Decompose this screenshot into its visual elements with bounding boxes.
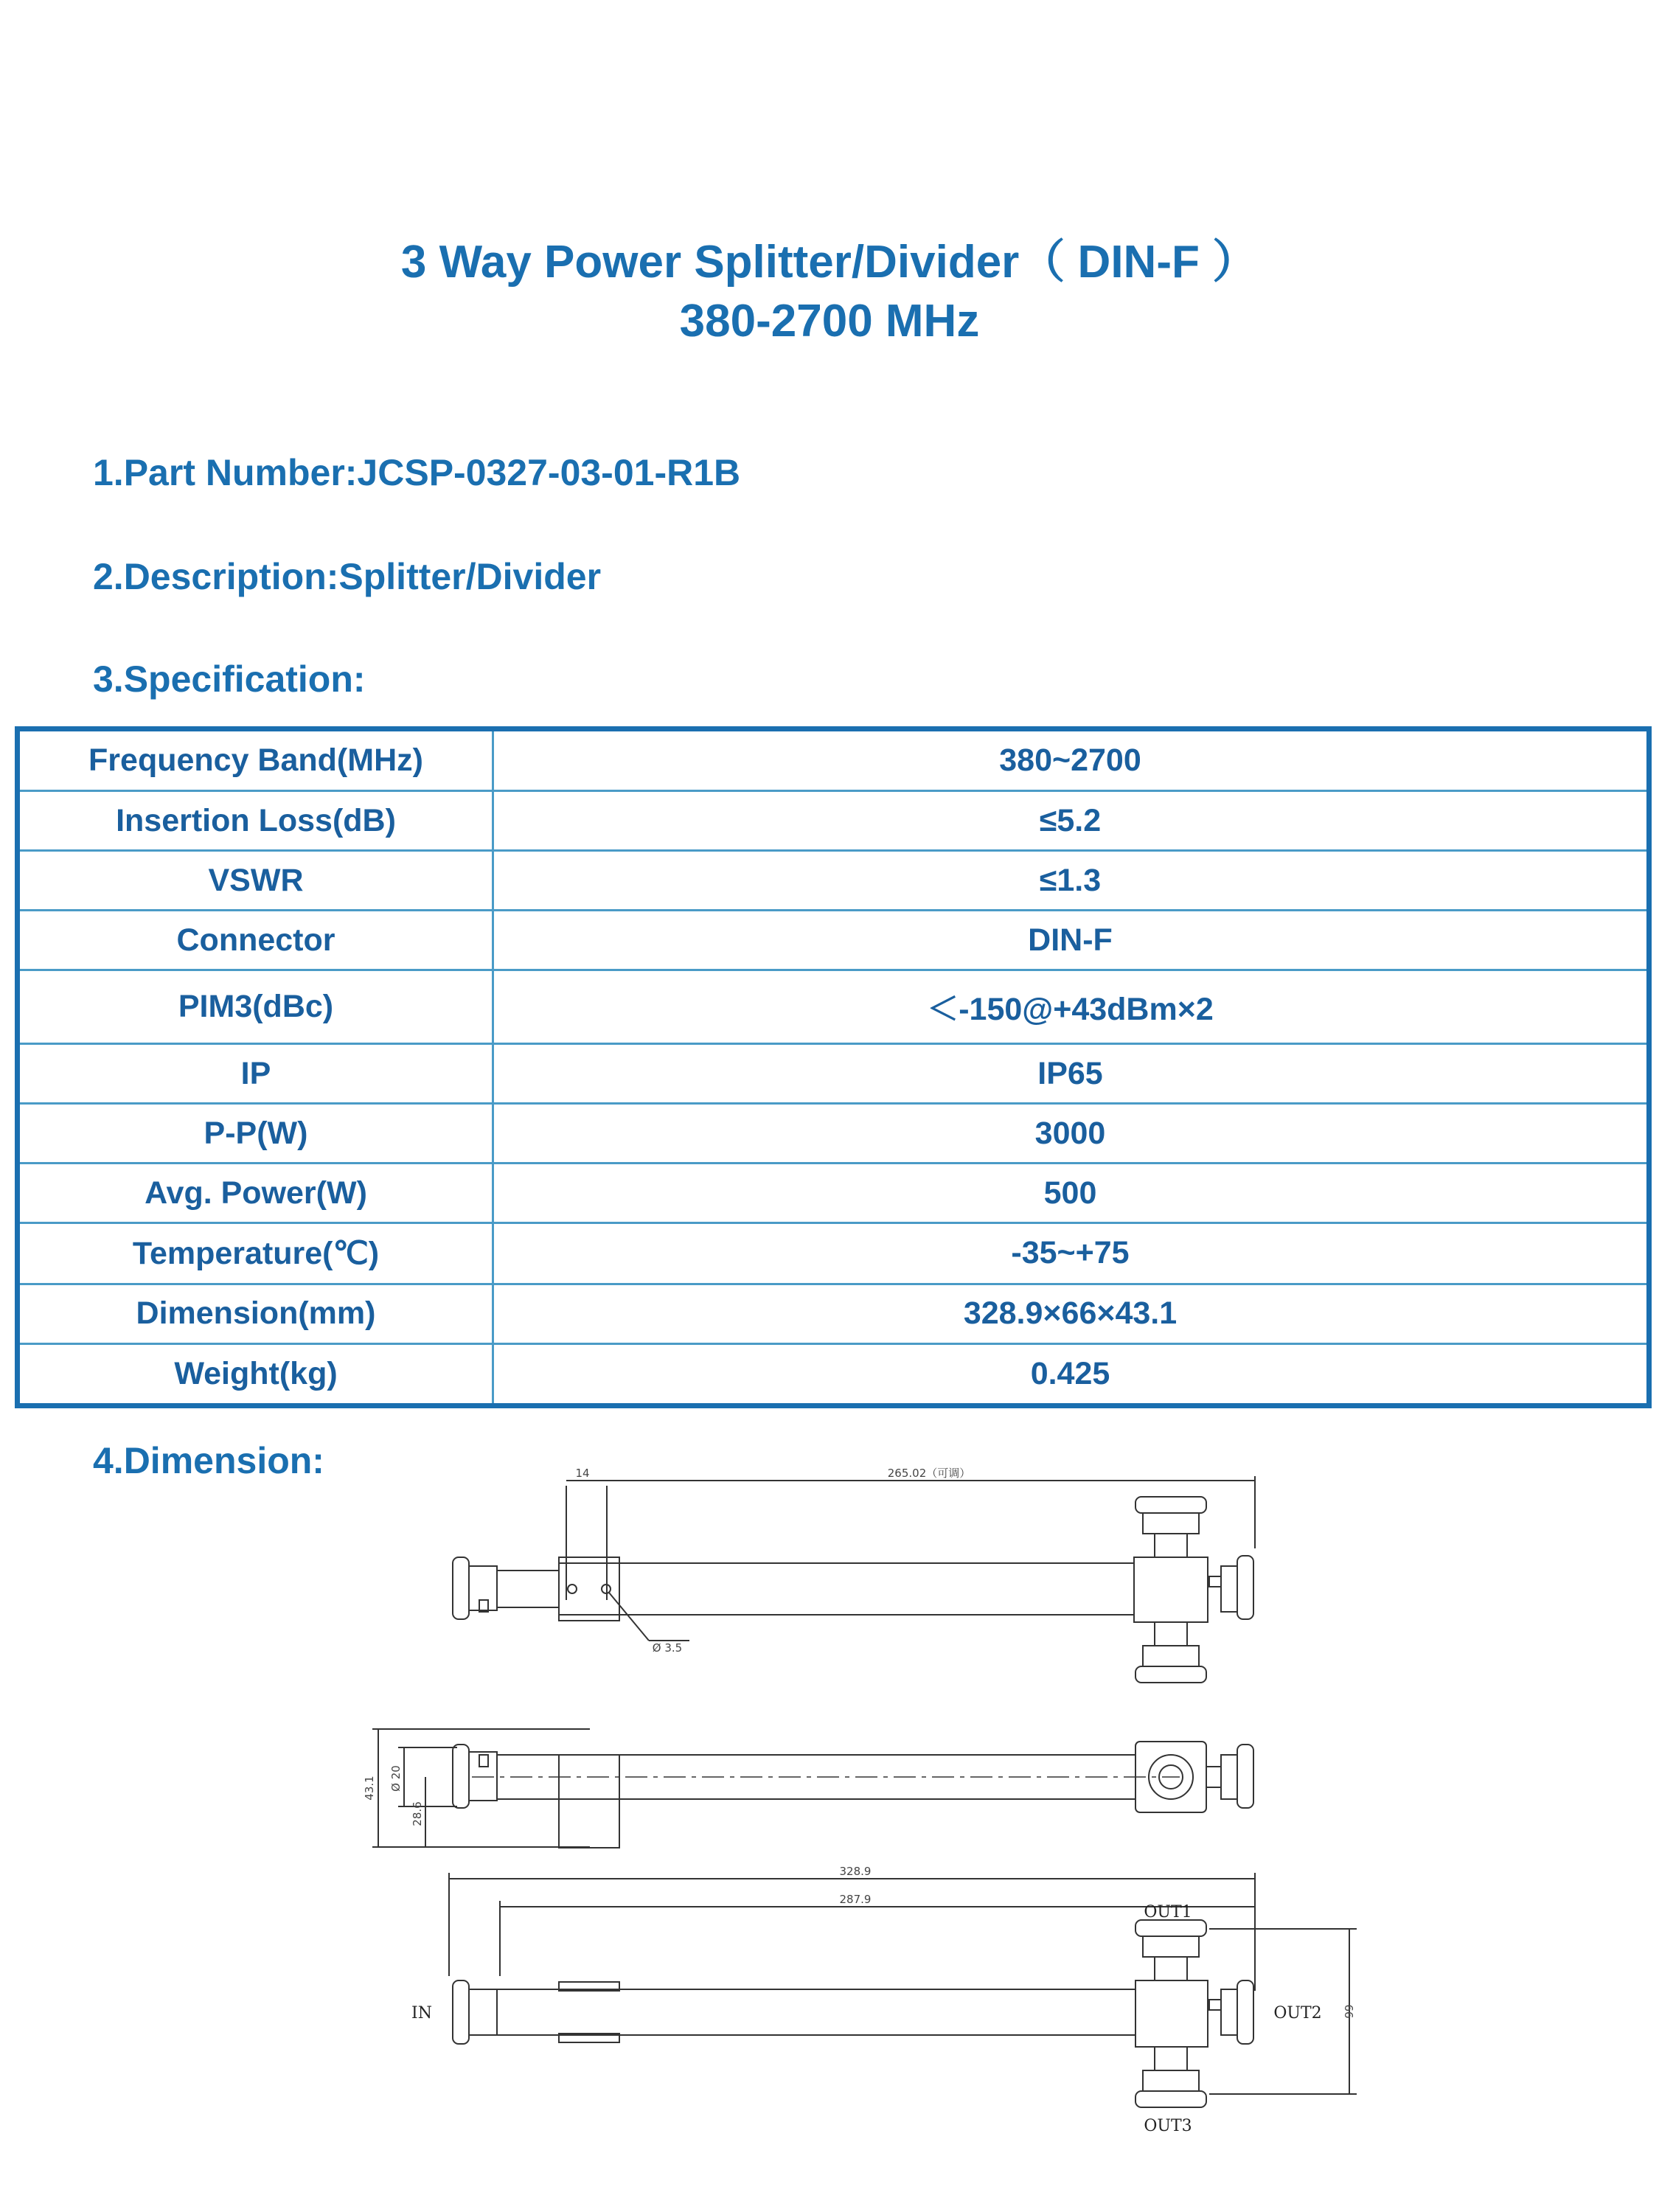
port-out3-label: OUT3 — [1144, 2117, 1192, 2135]
specification-heading: 3.Specification: — [93, 658, 366, 700]
param-cell: Temperature(℃) — [18, 1223, 493, 1284]
front-view — [449, 1873, 1357, 2107]
dimension-heading: 4.Dimension: — [93, 1440, 324, 1481]
value-cell: 500 — [493, 1164, 1649, 1223]
port-in-label: IN — [411, 2004, 432, 2023]
dim-offset-label: 28.6 — [411, 1801, 424, 1826]
param-cell: Connector — [18, 911, 493, 970]
value-cell: IP65 — [493, 1043, 1649, 1103]
value-cell: 380~2700 — [493, 729, 1649, 791]
frequency-subtitle: 380-2700 MHz — [679, 296, 980, 347]
value-cell: DIN-F — [493, 911, 1649, 970]
description-heading: 2.Description:Splitter/Divider — [93, 556, 602, 597]
hole-label: Ø 3.5 — [652, 1641, 683, 1655]
value-cell: 0.425 — [493, 1343, 1649, 1405]
part-number-heading: 1.Part Number:JCSP-0327-03-01-R1B — [93, 452, 741, 493]
param-cell: IP — [18, 1043, 493, 1103]
param-cell: Avg. Power(W) — [18, 1164, 493, 1223]
param-cell: P-P(W) — [18, 1104, 493, 1164]
value-cell: 328.9×66×43.1 — [493, 1284, 1649, 1343]
page-title: 3 Way Power Splitter/Divider（ DIN-F ） — [400, 237, 1259, 288]
param-cell: VSWR — [18, 851, 493, 911]
value-cell: ≤5.2 — [493, 791, 1649, 851]
dim-total-label: 328.9 — [839, 1865, 872, 1878]
value-cell: 3000 — [493, 1104, 1649, 1164]
side-view — [372, 1729, 1253, 1848]
port-out2-label: OUT2 — [1273, 2004, 1322, 2023]
top-view — [453, 1476, 1255, 1683]
value-cell: -35~+75 — [493, 1223, 1649, 1284]
dim-inner-label: 287.9 — [839, 1893, 872, 1906]
dim-14-label: 14 — [575, 1467, 590, 1480]
port-out1-label: OUT1 — [1144, 1903, 1192, 1921]
param-cell: Weight(kg) — [18, 1343, 493, 1405]
param-cell: Dimension(mm) — [18, 1284, 493, 1343]
param-cell: Insertion Loss(dB) — [18, 791, 493, 851]
dim-dia-label: Ø 20 — [389, 1765, 403, 1792]
value-cell: ＜-150@+43dBm×2 — [493, 970, 1649, 1044]
param-cell: Frequency Band(MHz) — [18, 729, 493, 791]
dim-width-label: 66 — [1342, 2004, 1355, 2019]
dim-length-label: 265.02（可调） — [887, 1467, 971, 1480]
dim-height-label: 43.1 — [363, 1775, 376, 1801]
value-cell: ≤1.3 — [493, 851, 1649, 911]
param-cell: PIM3(dBc) — [18, 970, 493, 1044]
